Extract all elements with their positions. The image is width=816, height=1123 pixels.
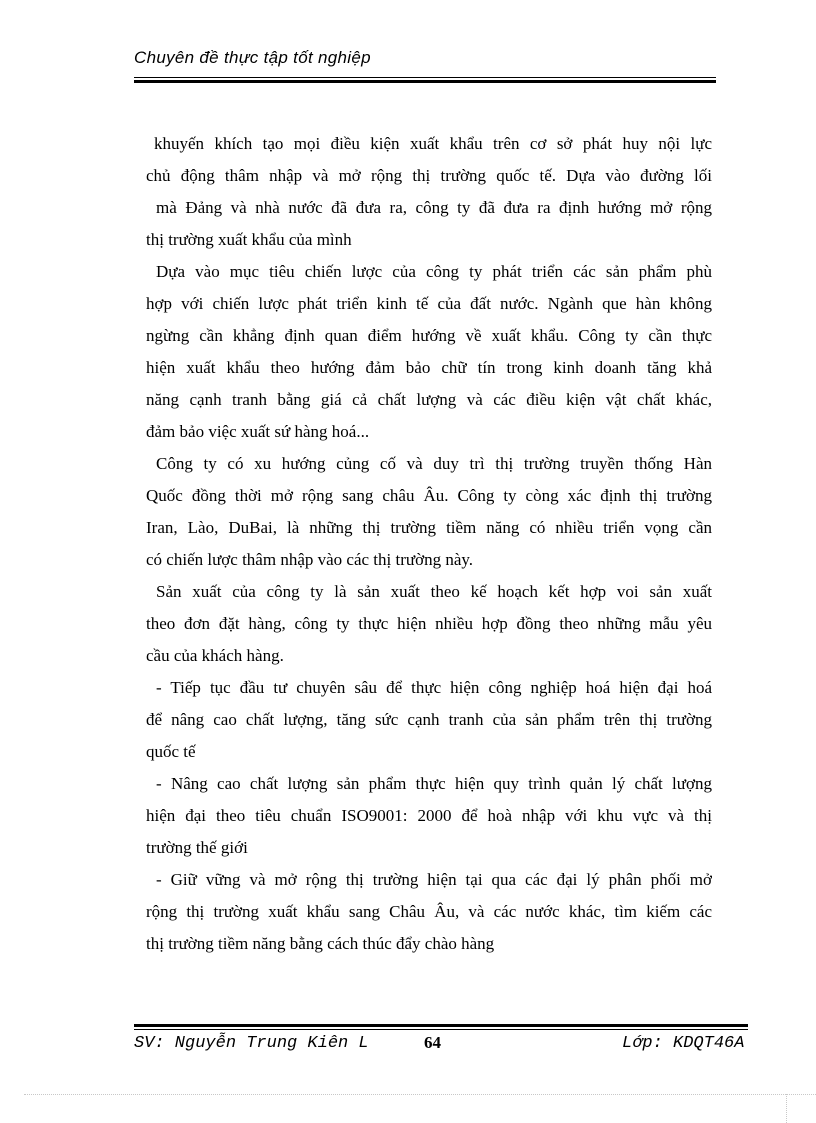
body-line: quốc tế xyxy=(146,742,196,761)
body-line: rộng thị trường xuất khẩu sang Châu Âu, và các nước khác, tìm kiếm các xyxy=(146,902,712,921)
body-line: theo đơn đặt hàng, công ty thực hiện nhiều hợp đồng theo những mẫu yêu xyxy=(146,614,712,633)
body-line: hợp với chiến lược phát triển kinh tế của đất nước. Ngành que hàn không xyxy=(146,294,712,313)
body-line: đảm bảo việc xuất sứ hàng hoá... xyxy=(146,422,370,441)
body-line: cầu của khách hàng. xyxy=(146,646,284,665)
page-edge-right xyxy=(786,1094,787,1123)
body-line: có chiến lược thâm nhập vào các thị trường này. xyxy=(146,550,474,569)
body-line: hiện đại theo tiêu chuẩn ISO9001: 2000 để hoà nhập với khu vực và thị xyxy=(146,806,712,825)
page-edge-bottom xyxy=(24,1094,816,1095)
footer-rule-thin xyxy=(134,1029,748,1030)
body-line: Dựa vào mục tiêu chiến lược của công ty phát triển các sản phẩm phù xyxy=(156,262,712,281)
body-line: năng cạnh tranh bằng giá cả chất lượng và các điều kiện vật chất khác, xyxy=(146,390,712,409)
body-line: để nâng cao chất lượng, tăng sức cạnh tranh của sản phẩm trên thị trường xyxy=(146,710,712,729)
body-line: chủ động thâm nhập và mở rộng thị trường quốc tế. Dựa vào đường lối xyxy=(146,166,712,185)
body-line: thị trường tiềm năng bằng cách thúc đẩy chào hàng xyxy=(146,934,495,953)
footer-student-name: SV: Nguyễn Trung Kiên L xyxy=(134,1034,369,1053)
body-line: thị trường xuất khẩu của mình xyxy=(146,230,352,249)
body-line: - Giữ vững và mở rộng thị trường hiện tại qua các đại lý phân phối mở xyxy=(156,870,712,889)
body-line: - Tiếp tục đầu tư chuyên sâu để thực hiện công nghiệp hoá hiện đại hoá xyxy=(156,678,712,697)
body-line: Iran, Lào, DuBai, là những thị trường tiềm năng có nhiều triển vọng cần xyxy=(146,518,712,537)
page-number: 64 xyxy=(424,1033,441,1052)
body-line: ngừng cần khẳng định quan điểm hướng về xuất khẩu. Công ty cần thực xyxy=(146,326,712,345)
body-line: Sản xuất của công ty là sản xuất theo kế hoạch kết hợp voi sản xuất xyxy=(156,582,712,601)
header-rule-thin xyxy=(134,77,716,78)
body-line: Quốc đồng thời mở rộng sang châu Âu. Công ty còng xác định thị trường xyxy=(146,486,712,505)
header-rule-thick xyxy=(134,80,716,83)
body-line: trường thế giới xyxy=(146,838,248,857)
footer-class-label: Lớp: KDQT46A xyxy=(622,1034,745,1053)
body-line: hiện xuất khẩu theo hướng đảm bảo chữ tín trong kinh doanh tăng khả xyxy=(146,358,712,377)
page-header-title: Chuyên đề thực tập tốt nghiệp xyxy=(134,48,371,67)
body-line: khuyến khích tạo mọi điều kiện xuất khẩu trên cơ sở phát huy nội lực xyxy=(154,134,712,153)
body-line: Công ty có xu hướng củng cố và duy trì thị trường truyền thống Hàn xyxy=(156,454,712,473)
body-line: - Nâng cao chất lượng sản phẩm thực hiện quy trình quản lý chất lượng xyxy=(156,774,712,793)
body-line: mà Đảng và nhà nước đã đưa ra, công ty đã đưa ra định hướng mở rộng xyxy=(156,198,712,217)
footer-rule-thick xyxy=(134,1024,748,1027)
